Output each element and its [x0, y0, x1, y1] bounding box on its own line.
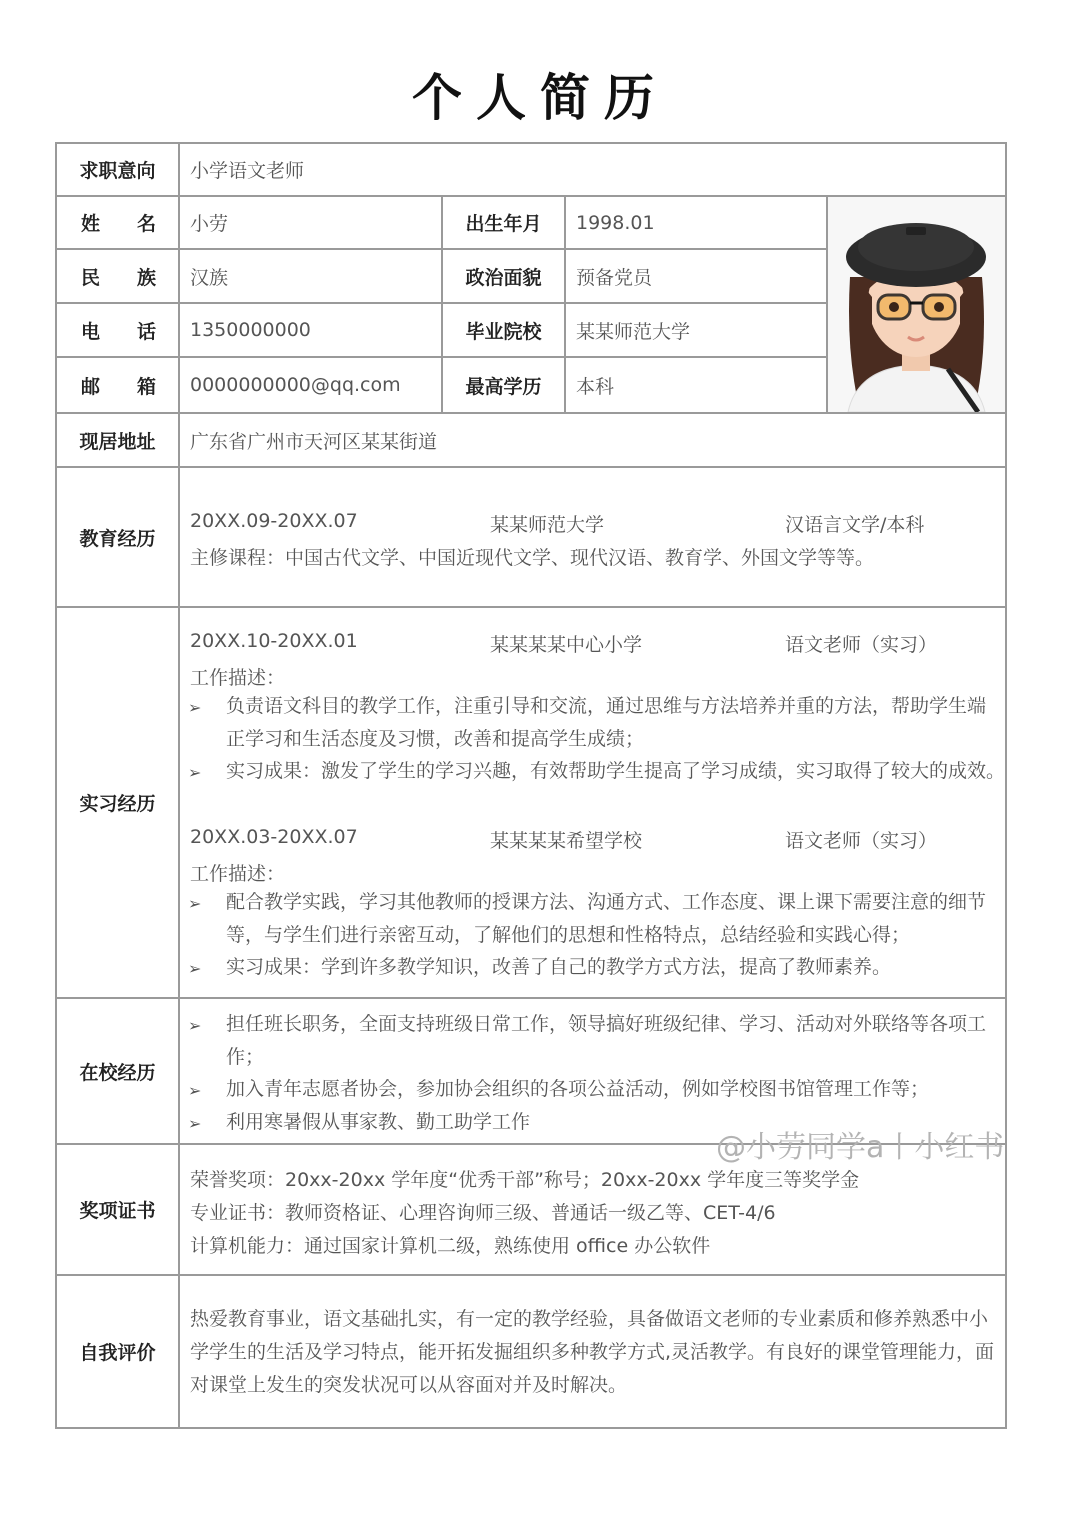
internship-2-period: 20XX.03-20XX.07: [190, 826, 358, 848]
bullet-icon: ➢: [188, 1016, 202, 1035]
education-courses: 主修课程：中国古代文学、中国近现代文学、现代汉语、教育学、外国文学等等。: [190, 547, 875, 569]
education-major: 汉语言文学/本科: [785, 514, 925, 536]
job-intent-value: 小学语文老师: [178, 142, 1007, 197]
bullet-icon: ➢: [188, 1081, 202, 1100]
self-eval-label: 自我评价: [55, 1274, 180, 1429]
campus-bullet-3: 利用寒暑假从事家教、勤工助学工作: [226, 1111, 531, 1133]
political-label: 政治面貌: [441, 248, 566, 304]
name-label-1: 姓: [81, 213, 101, 235]
avatar-icon: [828, 197, 1005, 412]
campus-label: 在校经历: [55, 997, 180, 1145]
name-label-2: 名: [136, 213, 156, 235]
phone-label: [55, 302, 180, 358]
email-label-1: 邮: [81, 375, 101, 398]
address-label: 现居地址: [55, 412, 180, 468]
political-value: 预备党员: [564, 248, 828, 304]
phone-label-1: 电: [81, 320, 101, 343]
campus-bullet-1: 担任班长职务，全面支持班级日常工作，领导搞好班级纪律、学习、活动对外联络等各项工作；: [226, 1013, 987, 1068]
bullet-icon: ➢: [188, 1114, 202, 1133]
education-section: [178, 466, 1007, 608]
page-title: 个人简历: [412, 68, 668, 127]
ethnicity-label-2: 族: [136, 266, 156, 289]
internship-2-bullet-2: 实习成果：学到许多教学知识，改善了自己的教学方式方法，提高了教师素养。: [226, 956, 892, 978]
email-label-2: 箱: [136, 375, 156, 398]
internship-1-desc-label: 工作描述：: [190, 667, 286, 689]
internship-1-bullet-2: 实习成果：激发了学生的学习兴趣，有效帮助学生提高了学习成绩，实习取得了较大的成效。: [226, 760, 1006, 782]
education-label: 教育经历: [55, 466, 180, 608]
phone-label-2: 话: [136, 320, 156, 343]
internship-2-org: 某某某某希望学校: [490, 830, 643, 852]
birth-label: 出生年月: [441, 195, 566, 250]
name-label: [55, 195, 180, 250]
school-value: 某某师范大学: [564, 302, 828, 358]
avatar-photo: [826, 195, 1007, 414]
awards-label: 奖项证书: [55, 1143, 180, 1276]
name-value: 小劳: [178, 195, 443, 250]
education-school: 某某师范大学: [490, 514, 605, 536]
internship-2-bullet-1: 配合教学实践，学习其他教师的授课方法、沟通方式、工作态度、课上课下需要注意的细节等，与学生们进行亲密互动，了解他们的思想和性格特点，总结经验和实践心得；: [226, 891, 987, 946]
email-label: [55, 356, 180, 414]
awards-line-honors: 荣誉奖项：20xx-20xx 学年度“优秀干部”称号；20xx-20xx 学年度三等奖学金: [190, 1169, 860, 1191]
self-eval-text: 热爱教育事业，语文基础扎实，有一定的教学经验，具备做语文老师的专业素质和修养熟悉中小学学生的生活及学习特点，能开拓发掘组织多种教学方式,灵活教学。有良好的课堂管理能力，面对课堂上发生的突发状况可以从容面对并及时解决。: [190, 1308, 995, 1396]
campus-bullet-2: 加入青年志愿者协会，参加协会组织的各项公益活动，例如学校图书馆管理工作等；: [226, 1078, 930, 1100]
bullet-icon: ➢: [188, 959, 202, 978]
phone-value: 1350000000: [178, 302, 443, 358]
education-period: 20XX.09-20XX.07: [190, 510, 358, 532]
awards-line-certs: 专业证书：教师资格证、心理咨询师三级、普通话一级乙等、CET-4/6: [190, 1202, 776, 1224]
ethnicity-label-1: 民: [81, 266, 101, 289]
school-label: 毕业院校: [441, 302, 566, 358]
internship-1-period: 20XX.10-20XX.01: [190, 630, 358, 652]
ethnicity-label: [55, 248, 180, 304]
awards-line-computer: 计算机能力：通过国家计算机二级，熟练使用 office 办公软件: [190, 1235, 711, 1257]
address-value: 广东省广州市天河区某某街道: [178, 412, 1007, 468]
internship-section: [178, 606, 1007, 999]
bullet-icon: ➢: [188, 698, 202, 717]
internship-1-bullet-1: 负责语文科目的教学工作，注重引导和交流，通过思维与方法培养并重的方法，帮助学生端正学习和生活态度及习惯，改善和提高学生成绩；: [226, 695, 987, 750]
bullet-icon: ➢: [188, 894, 202, 913]
internship-2-role: 语文老师（实习）: [785, 830, 938, 852]
internship-2-desc-label: 工作描述：: [190, 863, 286, 885]
bullet-icon: ➢: [188, 763, 202, 782]
watermark: @小劳同学a丨小红书: [716, 1130, 1005, 1165]
email-value: 0000000000@qq.com: [178, 356, 443, 414]
job-intent-label: 求职意向: [55, 142, 180, 197]
ethnicity-value: 汉族: [178, 248, 443, 304]
degree-label: 最高学历: [441, 356, 566, 414]
internship-1-role: 语文老师（实习）: [785, 634, 938, 656]
internship-1-org: 某某某某中心小学: [490, 634, 643, 656]
self-eval-section: [178, 1274, 1007, 1429]
degree-value: 本科: [564, 356, 828, 414]
birth-value: 1998.01: [564, 195, 828, 250]
internship-label: 实习经历: [55, 606, 180, 999]
